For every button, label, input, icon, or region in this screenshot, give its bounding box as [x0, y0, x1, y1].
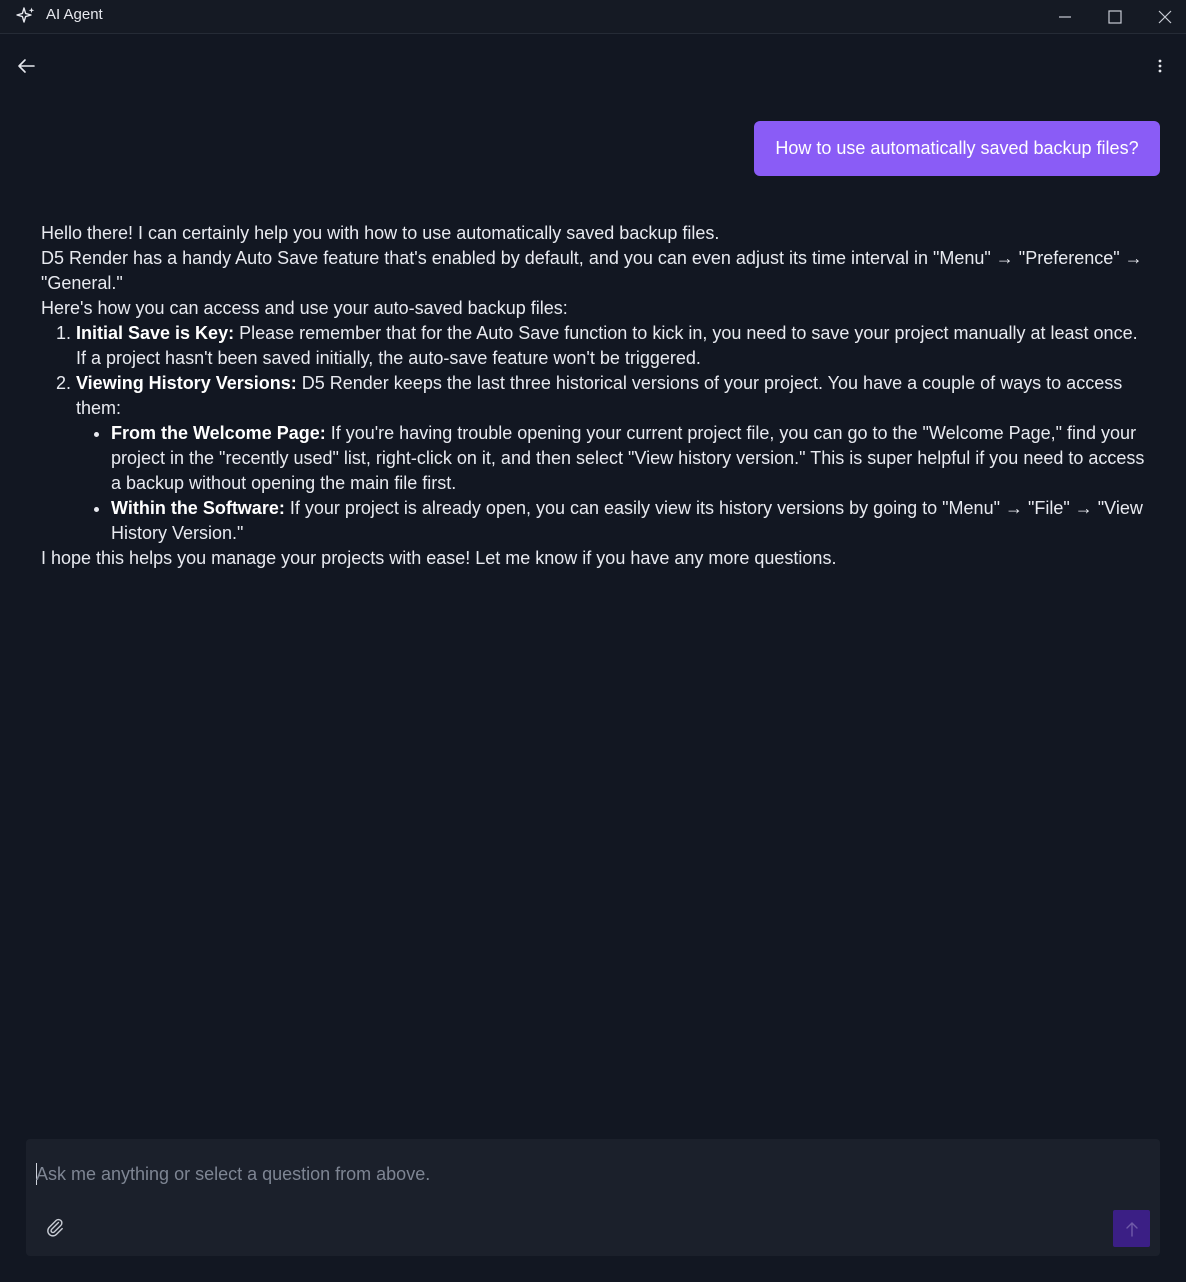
window-title: AI Agent — [46, 6, 103, 23]
assistant-paragraph: Here's how you can access and use your auto-saved backup files: — [41, 298, 568, 318]
steps-list — [41, 321, 1151, 546]
assistant-intro: Hello there! I can certainly help you with how to use automatically saved backup files. — [41, 223, 720, 243]
title-bar — [0, 0, 1186, 34]
chat-input[interactable] — [36, 1161, 1036, 1187]
composer — [26, 1139, 1160, 1256]
step-text: D5 Render keeps the last three historical versions of your project. You have a couple of ways to access them: — [76, 373, 1123, 418]
arrow-up-icon — [1125, 1221, 1139, 1237]
minimize-icon — [1058, 10, 1072, 24]
close-button[interactable] — [1140, 0, 1186, 34]
maximize-button[interactable] — [1090, 0, 1140, 34]
assistant-message — [41, 221, 1151, 571]
list-item — [111, 421, 1151, 496]
list-item — [76, 321, 1151, 371]
bullet-title: From the Welcome Page: — [111, 423, 326, 443]
maximize-icon — [1108, 10, 1122, 24]
sparkle-icon — [16, 6, 36, 26]
step-text: Please remember that for the Auto Save function to kick in, you need to save your project manually at least once. If a project hasn't been saved initially, the auto-save feature won't be triggered. — [76, 323, 1138, 368]
step-title: Viewing History Versions: — [76, 373, 297, 393]
close-icon — [1158, 10, 1172, 24]
send-button[interactable] — [1113, 1210, 1150, 1247]
sub-list — [76, 421, 1151, 546]
minimize-button[interactable] — [1040, 0, 1090, 34]
bullet-title: Within the Software: — [111, 498, 285, 518]
user-message-bubble: How to use automatically saved backup files? — [754, 121, 1160, 176]
list-item — [111, 496, 1151, 546]
assistant-paragraph: D5 Render has a handy Auto Save feature that's enabled by default, and you can even adjust its time interval in "Menu" → "Preference" → "General." — [41, 248, 1143, 293]
attach-button[interactable] — [44, 1215, 66, 1239]
more-options-button[interactable] — [1150, 54, 1170, 78]
assistant-outro: I hope this helps you manage your projects with ease! Let me know if you have any more questions. — [41, 548, 837, 568]
back-button[interactable] — [14, 54, 38, 78]
step-title: Initial Save is Key: — [76, 323, 235, 343]
bullet-text: If you're having trouble opening your current project file, you can go to the "Welcome Page," find your project in the "recently used" list, right-click on it, and then select "View history version." This is super helpful if you need to access a backup without opening the main file first. — [111, 423, 1145, 493]
list-item — [76, 371, 1151, 546]
more-vertical-icon — [1158, 58, 1162, 74]
paperclip-icon — [46, 1217, 64, 1237]
arrow-left-icon — [17, 58, 35, 74]
bullet-text: If your project is already open, you can easily view its history versions by going to "Menu" → "File" → "View History Version." — [111, 498, 1143, 543]
